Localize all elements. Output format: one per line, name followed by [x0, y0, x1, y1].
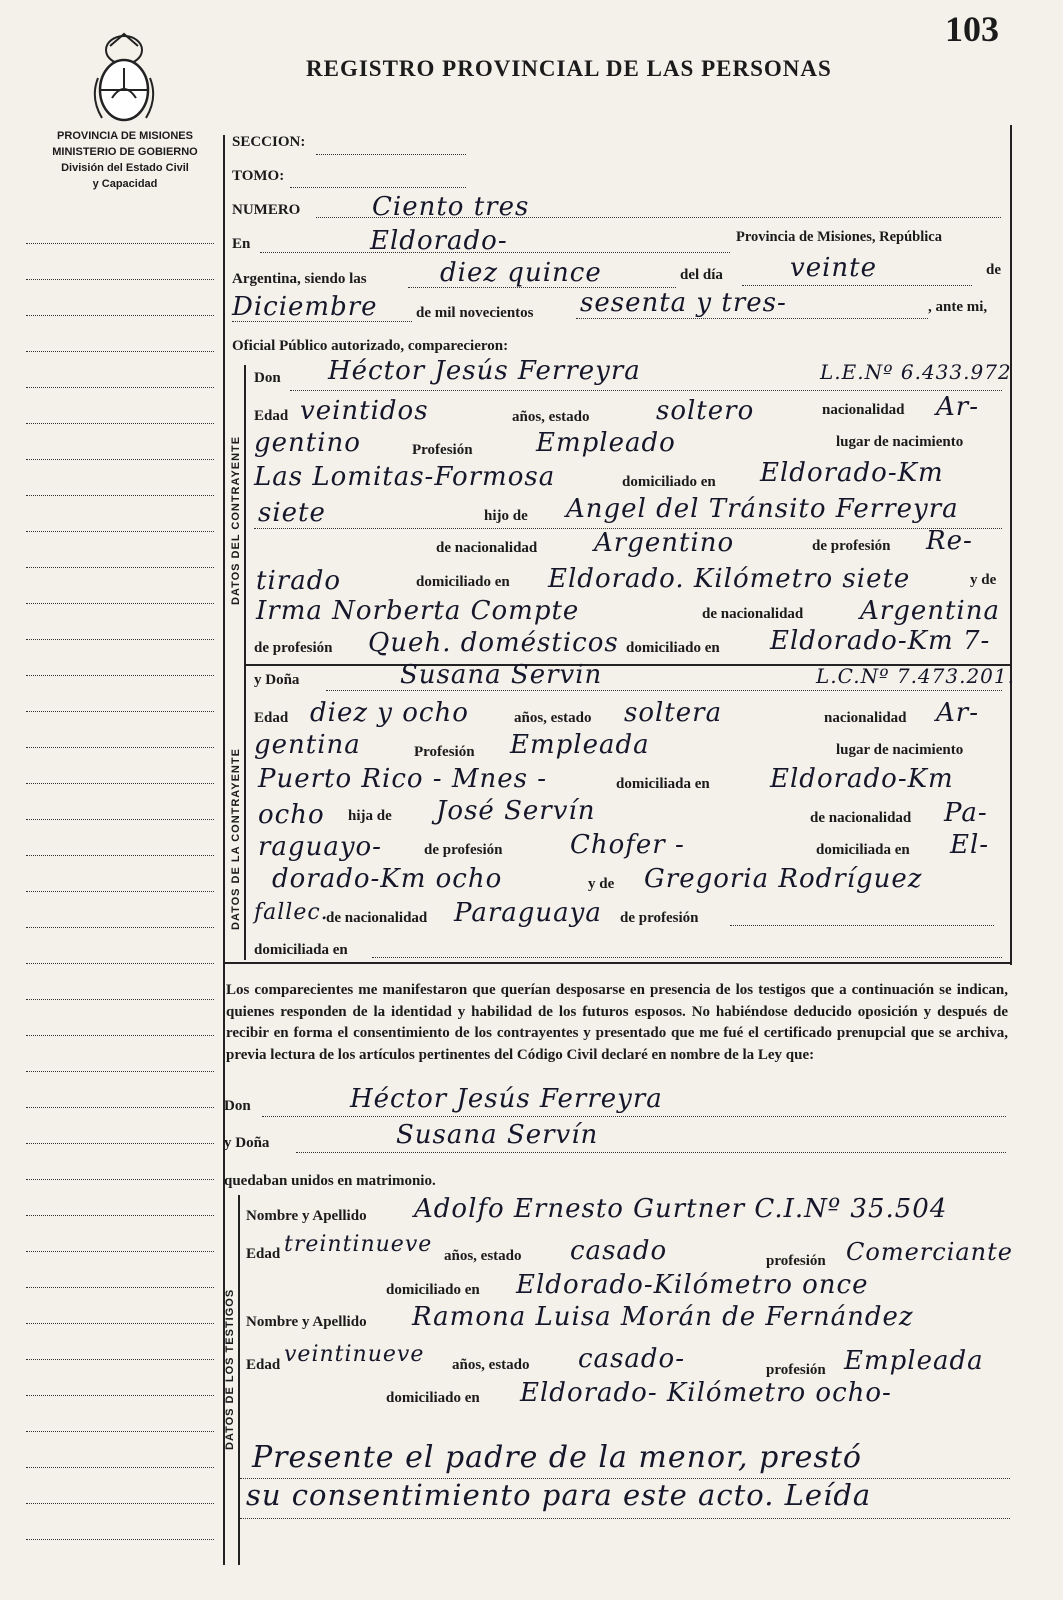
handwritten-decl-bride: Susana Servín: [396, 1120, 599, 1150]
margin-line: [26, 1071, 214, 1072]
margin-line: [26, 1503, 214, 1504]
handwritten-note-line2: su consentimiento para este acto. Leída: [246, 1478, 872, 1512]
handwritten-groom-addr1: Eldorado-Km: [760, 458, 944, 488]
handwritten-w2-prof: Empleada: [844, 1346, 984, 1376]
handwritten-anio: sesenta y tres-: [580, 288, 787, 318]
margin-line: [26, 675, 214, 676]
side-label-witnesses: DATOS DE LOS TESTIGOS: [224, 1288, 236, 1450]
field-line: [730, 925, 994, 926]
label-ante-mi: , ante mi,: [928, 299, 988, 315]
field-line: [576, 318, 928, 319]
handwritten-groom-age: veintidos: [300, 396, 429, 426]
handwritten-w1-addr: Eldorado-Kilómetro once: [516, 1270, 869, 1300]
handwritten-bride-name: Susana Servin: [400, 660, 603, 690]
handwritten-groom-birth: Las Lomitas-Formosa: [254, 462, 556, 492]
label-argentina-siendo: Argentina, siendo las: [232, 271, 367, 287]
label-domiciliado-en: domiciliado en: [416, 574, 510, 590]
handwritten-bride-father-addr1: El-: [950, 830, 990, 860]
margin-line: [26, 1143, 214, 1144]
handwritten-groom-father-prof2: tirado: [256, 566, 341, 596]
frame-line: [1010, 125, 1012, 965]
handwritten-mes: Diciembre: [232, 292, 378, 322]
institution-line: PROVINCIA DE MISIONES: [57, 130, 193, 142]
handwritten-bride-father-nat1: Pa-: [944, 798, 988, 828]
field-line: [316, 154, 466, 155]
label-lugar-nacimiento: lugar de nacimiento: [836, 434, 964, 450]
handwritten-w2-name: Ramona Luisa Morán de Fernández: [412, 1302, 914, 1332]
label-de-profesion: de profesión: [620, 910, 699, 926]
handwritten-numero: Ciento tres: [372, 192, 530, 222]
field-line: [326, 690, 1002, 691]
label-provincia: Provincia de Misiones, República: [736, 229, 942, 245]
label-anos-estado: años, estado: [452, 1357, 530, 1373]
label-domiciliada-en: domiciliada en: [254, 942, 348, 958]
handwritten-groom-nat2: gentino: [254, 428, 361, 458]
margin-line: [26, 243, 214, 244]
margin-line: [26, 783, 214, 784]
field-line: [372, 957, 1002, 958]
handwritten-bride-addr1: Eldorado-Km: [770, 764, 954, 794]
field-line: [742, 285, 972, 286]
label-domiciliado-en: domiciliado en: [386, 1282, 480, 1298]
field-line: [290, 187, 466, 188]
handwritten-bride-mother2: fallec.: [254, 900, 329, 925]
label-edad: Edad: [246, 1246, 281, 1262]
institution-line: MINISTERIO DE GOBIERNO: [52, 146, 198, 158]
handwritten-w2-addr: Eldorado- Kilómetro ocho-: [520, 1378, 892, 1408]
handwritten-groom-name: Héctor Jesús Ferreyra: [328, 356, 641, 386]
handwritten-groom-father-nat: Argentino: [594, 528, 735, 558]
label-numero: NUMERO: [232, 202, 301, 218]
handwritten-bride-father: José Servín: [436, 796, 596, 826]
frame-line: [238, 1195, 240, 1565]
handwritten-bride-age: diez y ocho: [310, 698, 469, 728]
side-label-groom: DATOS DEL CONTRAYENTE: [230, 435, 242, 605]
label-de-profesion: de profesión: [812, 538, 891, 554]
handwritten-groom-mother-nat: Argentina: [860, 596, 1000, 626]
handwritten-groom-nat1: Ar-: [936, 392, 979, 422]
handwritten-note-line1: Presente el padre de la menor, prestó: [252, 1440, 862, 1475]
label-don: Don: [224, 1098, 251, 1114]
margin-line: [26, 1179, 214, 1180]
margin-line: [26, 999, 214, 1000]
label-de-profesion: de profesión: [424, 842, 503, 858]
margin-line: [26, 1107, 214, 1108]
label-anos-estado: años, estado: [444, 1248, 522, 1264]
handwritten-w1-name: Adolfo Ernesto Gurtner C.I.Nº 35.504: [414, 1194, 948, 1224]
margin-line: [26, 1287, 214, 1288]
label-de: de: [986, 262, 1001, 278]
handwritten-groom-father: Angel del Tránsito Ferreyra: [566, 494, 959, 524]
handwritten-groom-mother: Irma Norberta Compte: [256, 596, 580, 626]
page-title: REGISTRO PROVINCIAL DE LAS PERSONAS: [306, 56, 832, 81]
label-nombre-apellido: Nombre y Apellido: [246, 1314, 367, 1330]
label-de-profesion: de profesión: [254, 640, 333, 656]
margin-line: [26, 1467, 214, 1468]
label-profesion: Profesión: [414, 744, 475, 760]
margin-line: [26, 1215, 214, 1216]
label-de-nacionalidad: de nacionalidad: [326, 910, 428, 926]
margin-line: [26, 1431, 214, 1432]
label-oficial: Oficial Público autorizado, comparecieron:: [232, 338, 509, 354]
label-y-de: y de: [970, 572, 997, 588]
field-line: [296, 1152, 1006, 1153]
label-en: En: [232, 236, 251, 252]
margin-line: [26, 531, 214, 532]
label-nacionalidad: nacionalidad: [822, 402, 905, 418]
institution-line: y Capacidad: [92, 178, 158, 190]
handwritten-groom-father-addr: Eldorado. Kilómetro siete: [548, 564, 911, 594]
handwritten-groom-mother-prof: Queh. domésticos: [368, 628, 619, 658]
handwritten-bride-nat1: Ar-: [936, 698, 979, 728]
margin-line: [26, 495, 214, 496]
handwritten-groom-doc: L.E.Nº 6.433.972: [820, 360, 1012, 384]
field-line: [240, 1518, 1010, 1519]
handwritten-hora: diez quince: [440, 258, 602, 288]
label-nombre-apellido: Nombre y Apellido: [246, 1208, 367, 1224]
field-line: [290, 390, 1002, 391]
label-anos-estado: años, estado: [512, 409, 590, 425]
handwritten-bride-addr2: ocho: [258, 800, 325, 830]
label-de-nacionalidad: de nacionalidad: [810, 810, 912, 826]
label-nacionalidad: nacionalidad: [824, 710, 907, 726]
label-domiciliado-en: domiciliado en: [626, 640, 720, 656]
label-profesion: profesión: [766, 1253, 826, 1269]
margin-line: [26, 747, 214, 748]
handwritten-bride-birth: Puerto Rico - Mnes -: [258, 764, 547, 794]
label-profesion: profesión: [766, 1362, 826, 1378]
label-domiciliada-en: domiciliada en: [816, 842, 910, 858]
margin-line: [26, 423, 214, 424]
handwritten-groom-mother-addr: Eldorado-Km 7-: [770, 626, 991, 656]
handwritten-bride-prof: Empleada: [510, 730, 650, 760]
frame-line: [244, 365, 246, 960]
label-y-dona: y Doña: [254, 672, 300, 688]
margin-line: [26, 459, 214, 460]
institution-block: [30, 128, 220, 192]
label-profesion: Profesión: [412, 442, 473, 458]
label-y-de: y de: [588, 876, 615, 892]
label-de-nacionalidad: de nacionalidad: [702, 606, 804, 622]
handwritten-w2-age: veintinueve: [284, 1342, 425, 1367]
margin-line: [26, 387, 214, 388]
label-edad: Edad: [246, 1357, 281, 1373]
handwritten-bride-nat2: gentina: [254, 730, 361, 760]
label-y-dona: y Doña: [224, 1135, 270, 1151]
label-don: Don: [254, 370, 281, 386]
label-domiciliado-en: domiciliado en: [386, 1390, 480, 1406]
page-number: 103: [945, 9, 999, 49]
handwritten-groom-prof: Empleado: [536, 428, 676, 458]
margin-line: [26, 351, 214, 352]
margin-line: [26, 567, 214, 568]
handwritten-w1-status: casado: [570, 1236, 668, 1266]
institution-line: División del Estado Civil: [61, 162, 189, 174]
label-quedaban: quedaban unidos en matrimonio.: [224, 1173, 436, 1189]
handwritten-bride-doc: L.C.Nº 7.473.201.: [816, 664, 1015, 688]
handwritten-bride-father-addr2: dorado-Km ocho: [272, 864, 503, 894]
margin-line: [26, 315, 214, 316]
handwritten-bride-father-nat2: raguayo-: [258, 832, 382, 862]
label-de-mil-novecientos: de mil novecientos: [416, 305, 534, 321]
label-hijo-de: hijo de: [484, 508, 528, 524]
handwritten-bride-mother-nat: Paraguaya: [454, 898, 602, 928]
label-del-dia: del día: [680, 267, 723, 283]
label-anos-estado: años, estado: [514, 710, 592, 726]
label-domiciliado-en: domiciliado en: [622, 474, 716, 490]
margin-line: [26, 1359, 214, 1360]
label-hija-de: hija de: [348, 808, 392, 824]
declaration-text: Los comparecientes me manifestaron que querían desposarse en presencia de los testigos que a continuación se indican, quienes responden de la identidad y habilidad de los futuros esposos. No habiéndose deducido oposición y después de recibir en forma el consentimiento de los contrayentes y presentado que me fué el certificado prenupcial que se archiva, previa lectura de los artículos pertinentes del Código Civil declaré en nombre de la Ley que:: [226, 982, 1008, 1063]
coat-of-arms-icon: [88, 28, 160, 128]
label-domiciliada-en: domiciliada en: [616, 776, 710, 792]
margin-line: [26, 1035, 214, 1036]
handwritten-w1-prof: Comerciante: [846, 1238, 1013, 1266]
label-edad: Edad: [254, 710, 289, 726]
handwritten-bride-mother: Gregoria Rodríguez: [644, 864, 923, 894]
margin-line: [26, 891, 214, 892]
handwritten-en: Eldorado-: [370, 226, 508, 256]
handwritten-bride-father-prof: Chofer -: [570, 830, 685, 860]
frame-line: [223, 962, 1012, 964]
handwritten-decl-groom: Héctor Jesús Ferreyra: [350, 1084, 663, 1114]
handwritten-groom-father-prof1: Re-: [926, 526, 973, 556]
margin-line: [26, 603, 214, 604]
handwritten-bride-status: soltera: [624, 698, 723, 728]
label-tomo: TOMO:: [232, 168, 285, 184]
label-edad: Edad: [254, 408, 289, 424]
handwritten-groom-addr2: siete: [258, 498, 326, 528]
margin-line: [26, 1323, 214, 1324]
margin-line: [26, 855, 214, 856]
field-line: [262, 1116, 1006, 1117]
margin-line: [26, 639, 214, 640]
side-label-bride: DATOS DE LA CONTRAYENTE: [230, 748, 242, 930]
handwritten-groom-status: soltero: [656, 396, 755, 426]
handwritten-dia: veinte: [790, 253, 877, 283]
margin-line: [26, 819, 214, 820]
handwritten-w2-status: casado-: [578, 1344, 685, 1374]
label-seccion: SECCION:: [232, 134, 306, 150]
label-lugar-nacimiento: lugar de nacimiento: [836, 742, 964, 758]
margin-line: [26, 1395, 214, 1396]
margin-line: [26, 927, 214, 928]
margin-line: [26, 711, 214, 712]
handwritten-w1-age: treintinueve: [284, 1232, 433, 1257]
label-de-nacionalidad: de nacionalidad: [436, 540, 538, 556]
margin-line: [26, 279, 214, 280]
margin-line: [26, 1251, 214, 1252]
margin-line: [26, 963, 214, 964]
margin-line: [26, 1539, 214, 1540]
